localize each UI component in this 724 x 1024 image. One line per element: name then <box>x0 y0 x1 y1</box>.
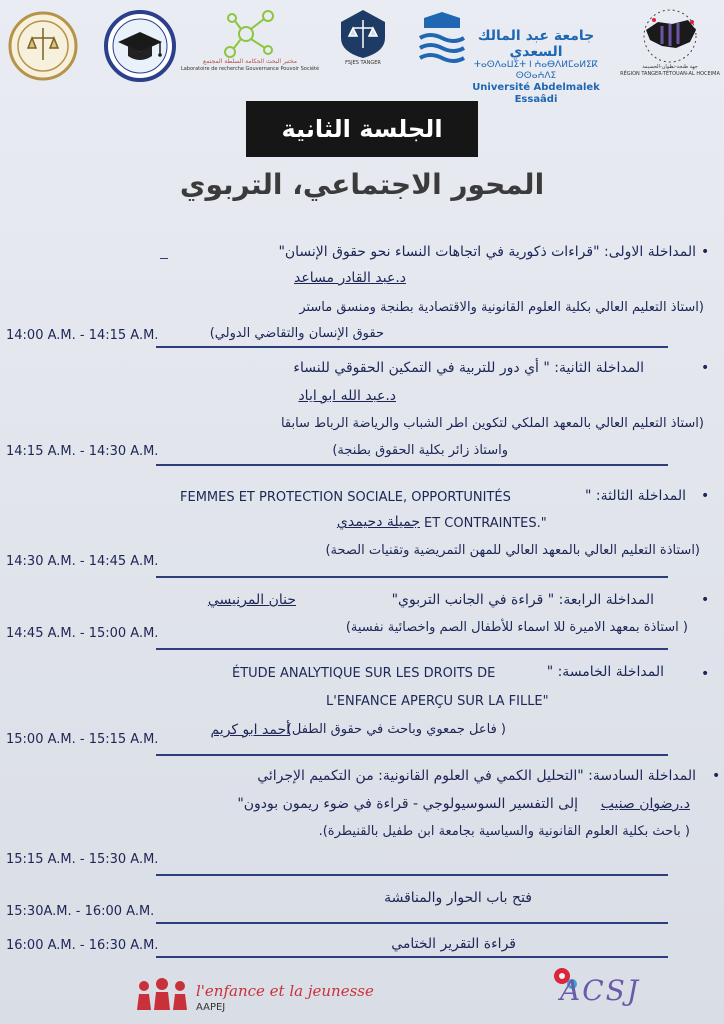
talk-1-time: 14:00 A.M. - 14:15 A.M. <box>6 328 159 343</box>
talk-6-speaker: د.رضوان صنيب <box>600 796 690 812</box>
bullet-4: • <box>701 592 710 608</box>
scales-shield-icon <box>337 8 389 60</box>
talk-3-speaker: جميلة دحيمدي <box>336 514 420 530</box>
talk-3-time: 14:30 A.M. - 14:45 A.M. <box>6 554 159 569</box>
separator-7 <box>156 922 668 924</box>
bullet-3: • <box>701 488 710 504</box>
aapej-sub: AAPEJ <box>196 1002 226 1013</box>
talk-3-title-fr-2: ET CONTRAINTES." <box>424 516 547 531</box>
fsjes-caption: FSJES TANGER <box>345 60 381 66</box>
talk-7-title: فتح باب الحوار والمناقشة <box>384 890 532 906</box>
acsj-logo <box>548 962 658 1018</box>
talk-3-title-ar: المداخلة الثالثة: " <box>585 488 686 504</box>
session-title: الجلسة الثانية <box>246 101 478 157</box>
talk-5-speaker: أحمد ابو كريم <box>210 722 290 738</box>
people-icon <box>134 978 190 1012</box>
university-name-fr: Université Abdelmalek Essaâdi <box>472 82 600 105</box>
talk-1-title: المداخلة الاولى: "قراءات ذكورية في اتجاهات النساء نحو حقوق الإنسان" <box>278 244 696 260</box>
separator-4 <box>156 648 668 650</box>
talk-1-desc-1: (استاذ التعليم العالي بكلية العلوم القانونية والاقتصادية بطنجة ومنسق ماستر <box>299 300 704 315</box>
court-seal-icon <box>8 8 78 84</box>
talk-7-time: 15:30A.M. - 16:00 A.M. <box>6 904 155 919</box>
university-logo-mark <box>418 8 466 68</box>
university-name <box>466 28 606 106</box>
talk-3-desc-1: (استاذة التعليم العالي بالمعهد العالي للمهن التمريضية وتقنيات الصحة) <box>325 543 700 558</box>
region-caption-ar: جهة طنجة-تطوان-الحسيمة <box>642 64 698 70</box>
university-name-tf: ⵜⴰⵙⴷⴰⵡⵉⵜ ⵏ ⵄⴰⴱⴷⵍⵎⴰⵍⵉⴽ ⵙⵙⴰⵄⴷⵉ <box>474 60 598 81</box>
court-seal-logo <box>8 8 78 84</box>
talk-5-time: 15:00 A.M. - 15:15 A.M. <box>6 732 159 747</box>
bullet-1: • <box>701 244 710 260</box>
master-droit-logo <box>104 8 176 84</box>
talk-8-time: 16:00 A.M. - 16:30 A.M. <box>6 938 159 953</box>
separator-2 <box>156 464 668 466</box>
talk-6-time: 15:15 A.M. - 15:30 A.M. <box>6 852 159 867</box>
laboratory-caption-fr: Laboratoire de recherche Gouvernance Pouvoir Société <box>180 66 320 72</box>
small-dash <box>160 258 168 259</box>
bullet-2: • <box>701 360 710 376</box>
separator-6 <box>156 874 668 876</box>
talk-6-title-2: إلى التفسير السوسيولوجي - قراءة في ضوء ريمون بودون" <box>237 796 578 812</box>
acsj-text: ACSJ <box>560 974 641 1007</box>
network-icon <box>222 8 278 58</box>
bullet-6: • <box>712 768 721 784</box>
region-logo <box>620 8 720 78</box>
axis-title: المحور الاجتماعي، التربوي <box>179 168 545 201</box>
talk-2-speaker: د.عبد الله ابو اياد <box>298 388 396 404</box>
region-caption-fr: RÉGION TANGER-TÉTOUAN-AL HOCEIMA <box>620 71 720 77</box>
talk-2-desc-1: (استاذ التعليم العالي بالمعهد الملكي لتكوين اطر الشباب والرياضة الرباط سابقا <box>280 416 704 431</box>
talk-2-desc-2: واستاذ زائر بكلية الحقوق بطنجة) <box>332 443 508 458</box>
university-name-ar: جامعة عبد المالك السعدي <box>477 28 595 60</box>
talk-6-title: المداخلة السادسة: "التحليل الكمي في العلوم القانونية: من التكميم الإجرائي <box>257 768 696 784</box>
talk-6-desc-1: ( باحث بكلية العلوم القانونية والسياسية بجامعة ابن طفيل بالقنيطرة). <box>318 824 690 839</box>
aapej-logo <box>134 978 374 1014</box>
separator-8 <box>156 956 668 958</box>
talk-5-desc-1: ( فاعل جمعوي وباحث في حقوق الطفل) <box>286 722 506 737</box>
laboratory-caption-ar: مختبر البحث الحكامة السلطة المجتمع <box>203 58 297 65</box>
talk-3-title-fr: FEMMES ET PROTECTION SOCIALE, OPPORTUNITÉS <box>180 490 511 505</box>
talk-1-speaker: د.عبد القادر مساعد <box>294 270 406 286</box>
talk-2-title: المداخلة الثانية: " أي دور للتربية في التمكين الحقوقي للنساء <box>293 360 644 376</box>
separator-5 <box>156 754 668 756</box>
talk-4-speaker: حنان المرنيسي <box>207 592 296 608</box>
bullet-5: • <box>701 666 710 682</box>
graduation-cap-icon <box>104 8 176 84</box>
talk-4-title: المداخلة الرابعة: " قراءة في الجانب التربوي" <box>391 592 654 608</box>
region-map-icon <box>632 8 708 64</box>
laboratory-logo <box>180 8 320 73</box>
talk-5-title-fr: ÉTUDE ANALYTIQUE SUR LES DROITS DE <box>232 666 496 681</box>
talk-2-time: 14:15 A.M. - 14:30 A.M. <box>6 444 159 459</box>
talk-1-desc-2: حقوق الإنسان والتقاضي الدولي) <box>209 326 384 341</box>
talk-8-title: قراءة التقرير الختامي <box>391 936 516 952</box>
talk-5-title-fr-2: L'ENFANCE APERÇU SUR LA FILLE" <box>326 694 549 709</box>
separator-1 <box>156 346 668 348</box>
talk-5-title-ar: المداخلة الخامسة: " <box>546 664 664 680</box>
separator-3 <box>156 576 668 578</box>
fsjes-tanger-logo <box>328 8 398 67</box>
header-logos <box>0 8 724 105</box>
talk-4-time: 14:45 A.M. - 15:00 A.M. <box>6 626 159 641</box>
university-wave-icon <box>418 8 466 68</box>
aapej-title: l'enfance et la jeunesse <box>196 982 374 1000</box>
talk-4-desc-1: ( استاذة بمعهد الاميرة للا اسماء للأطفال الصم واخصائية نفسية) <box>345 620 688 635</box>
